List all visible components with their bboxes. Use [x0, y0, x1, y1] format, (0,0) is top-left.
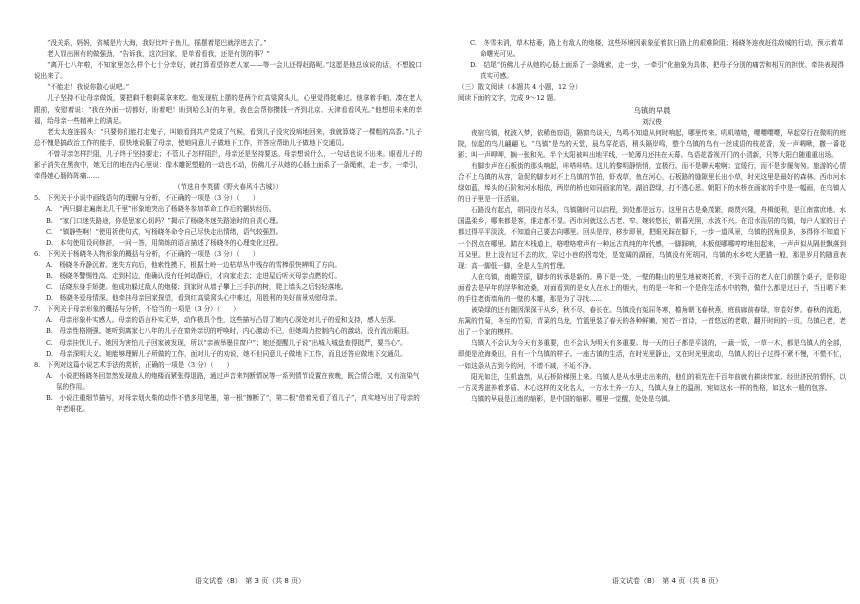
option-a: A. 杨晓冬乔静沉着。迷失方向后，他索性摸下，根据土岭一边枯草丛中残存的雪棒很快辨明了方向。 [46, 260, 341, 269]
section-heading: （三）散文阅读（本题共 4 小题，12 分） [458, 83, 582, 92]
option-a: A. 母亲形象朴实感人。母亲的语言朴实无华，动作极具个性，这些描写凸显了她内心深处对儿子的爱和支持，感人至深。 [46, 316, 400, 325]
option-c: C. 冬雪未消，草木枯萎，路上有敌人的炮楼，这些环境因素象征着抗日路上的艰难险阻；杨晓冬连夜赶往敌城的行动，预示着革命曙光可见。 [470, 39, 844, 59]
reading-instruction: 阅读下面的文字，完成 9～12 题。 [458, 94, 560, 103]
paragraph: 被染绿的还有随因深深干从乡，秋不尽，春长在。乌镇没有冤屈冬寒，檐角朝飞春秋燕，庭前廊前春绿，帘卷好梦。春秋的流逝，东篱的竹菊，冬至的竹菊，青菜的乌龙，竹篮里装了春天的各种鲜嫩，宛若一首诗，一首悠远的老歌，翻开时间的一页，乌镇已老，老出了一个家的模样。 [458, 306, 846, 337]
source-note: （节选自李英儒《野火春风斗古城》） [173, 183, 283, 192]
option-d: D. 母亲深明大义。她能够理解儿子所做的工作，面对儿子的劝说，她不但同意儿子做地下工作，而且还答应做地下交通员。 [46, 349, 407, 358]
paragraph: 老太太连连摇头：“只要你们能打走鬼子，叫娘看到共产党成了气候，看到儿子没灾没病地回来，我就算烧了一棵粗的高香。”儿子总不愧是搞政治工作的能手，很快地说服了母亲，使她同意儿子做地下工作，并答应帮助儿子做地下交通员。 [34, 127, 422, 147]
right-text-block [458, 38, 846, 405]
option-c: C. 话晓东身手矫捷。他成功躲过敌人的炮楼；到家时从墙子攀上三手扒的树，爬上墙头之后轻轻落地。 [46, 283, 348, 292]
question-stem: 5. 下列关于小说中画线语句的理解与分析，不正确的一项是（3 分）（ ） [34, 194, 260, 203]
right-page-column [458, 38, 846, 568]
question-7 [34, 304, 422, 359]
paragraph: 乌镇人不会认为今天有多重要，也不会认为明天有多重要。每一天的日子都是平淡的，一蔬一饭，一草一木，都是乌镇人的全部，即便是沧海桑田，自有一个乌镇的样子。一座古镇的生活，在时光里静止，又在时光里流动，乌镇人的日子过得不紧不慢，不慌不忙，一如这条从古到今的河，不增不减，不垢不净。 [458, 339, 846, 370]
option-b: B. 小说注重细节描写，对母亲划火柴的动作不惜多用笔墨，第一根“擦断了”，第二根“借着光看了看儿子”，真实地写出了母亲的年老眼花。 [46, 394, 420, 414]
paragraph: 有脚步声在石板街的那头响起，咔嗒咔嗒。这儿的黎明静悄悄，宜极行。而不是聊天啦啊；宜缓行，而不是步履匆匆。旅游的心情合不上乌镇的从容，急促的脚步对不上乌镇的节拍，虾戏草，鱼在河心，石板路的缝隙里长出小草，时光这里是最好的森林。西市河水绿如蓝，埠头的石阶和河水相依，两岸的桥也如同画家的笔，湖泊碧绿，打不透心思。朝阳下的水桥在画家的手中是一幅画，在乌镇人的日子里是一汪活泉。 [458, 161, 846, 204]
question-6 [34, 249, 422, 304]
essay-author: 刘汉俊 [642, 117, 662, 126]
option-b: B. 杨晓冬警惕性高。走到村边，他确认没有任何动静后，才向家走去；走进屋后听灭母亲点燃的灯。 [46, 271, 341, 280]
option-b: B. “家门口迷失路途，你是思家心切吗？”揭示了杨晓冬迷失路途时的自责心理。 [46, 216, 283, 225]
question-stem: 6. 下列关于杨晓冬人物形象的概括与分析，不正确的一项是（3 分）（ ） [34, 249, 260, 258]
option-c: C. “镇静些啊！”使用祈使句式，写杨晓冬命令自己尽快走出情绪，语气较强烈。 [46, 227, 283, 236]
question-5 [34, 193, 422, 248]
paragraph: 乌镇的早晨是江南的缩影，是中国的缩影。哪里一觉醒，处处是乌镇。 [471, 394, 675, 403]
paragraph: 夜宿乌镇，枕波入梦，依稀鱼窃语，隔窗鸟谈天，鸟鸣不知道从何时响起，哪里传来。叽叽喳喳，嘤嘤嘤嘤，早起穿行在微明的庭院，惊起的鸟儿翩翩飞。“乌镇”是鸟的天堂，晨鸟穿花语，稍头隔岸鸣，整个乌镇的鸟有一丝成语的枝花香，发一声啁啾，撒一番花影；叫一声呷呷，搁一张和光。半个太阳被叫出地平线，一轮薄月还挂在天幕。鸟语花香视开门的小清新，只等大阳白随重重出场。 [458, 128, 846, 159]
option-a: A. “两只脚走遍南北几千里”形象地突出了杨晓冬参加革命工作后的辗转经历。 [46, 205, 276, 214]
paragraph: 阳光如注，生机盎然，从石桥阶梯照上来。乌镇人是从水里走出来的，他们的祖先在千百年前就有耕读传家、经世济民的情怀，以一方灵秀滋养着茅盾、木心这样的文化名人，一方水土养一方人，乌镇人身上的温润，宛如这水一样的性格，如这水一般的包容。 [458, 372, 846, 392]
option-d: D. 杨晓冬爱母情深。他牵挂母亲回家探望，看到红高粱窝头心中难过，用胜利的美好前景劝慰母亲。 [46, 294, 342, 303]
option-b: B. 母亲性格刚强。她听到离家七八年的儿子在窗外亲切的呼唤时，内心激动不已，但她竭力控制内心的激动，没有流出眼泪。 [46, 327, 413, 336]
option-d: D. 本句使用设问修辞，一问一答，用简练的语言描述了杨晓冬的心理变化过程。 [46, 238, 283, 247]
essay-title: 乌镇的早晨 [633, 105, 671, 115]
paragraph: 老人显出困有的做强劲，“告诉我，这次回家，是单看看我，还是有别的事？” [47, 50, 270, 59]
option-a: A. 小说把杨晓冬回忽然发现敌人的炮楼而紧张得退路，通过声音来判断情况等一系列情节设置在夜晚，既合情合理，又有渲染气氛的作用。 [46, 371, 420, 391]
question-stem: 8. 下列对这篇小说艺术手法的赏析，正确的一项是（3 分）（ ） [34, 360, 234, 369]
option-d: D. 结尾“仿佛儿子从她的心肠上面系了一条绳索，走一步，一牵引”化抽象为具体，把母子分别的痛苦和相互的担忧、牵挂表现得真实可感。 [470, 61, 844, 81]
paragraph: 石路没有起点，胡同没有尽头，乌镇随时可以启程，到处都是远方。这里自古是桑茂繁，商贾兴隆，舟楫便利，是江南富庶地、水国温柔乡，哪来都是客，谁走都不显。西市河就这么古老、窄、婉转悠长，朝暮光照，水波不兴。在沿水而居的乌镇，每户人家的日子都过得平平淡淡，不知道自己要去向哪里。回头是岸，移步即景，把眼光踩在脚下，一步一道风景，乌镇的拐角很多，多得你不知道下一个拐点在哪里。踏在木栈道上，咯噔咯噔声有一种远古真纯的年代感，一脚踩响，木板便哪哪哼哼地扭起来，一声声似从隔世飘落到耳朵里。世上没有过不去的坎，穿过小巷的拐弯处，是宽阔的湖面，乌镇没有死胡同，乌镇的水乡吃大肥猫一般，那是岁月的随意表现：高一脚低一脚，全是人生的哲理。 [458, 206, 846, 270]
page-footer-right: 语文试卷（B） 第 4 页（共 8 页） [612, 577, 723, 585]
question-8 [34, 360, 422, 415]
paragraph: “离开七八年啦，不知家里怎么样个七十分幸好，就打算看望你老人家——等一会儿还得赶路呢。”这愿是他总该说的话，不想脱口说出来了。 [34, 61, 422, 81]
option-c: C. 母亲挂忧儿子。她因为害怕儿子回家被发现，所以“亲被举墨住窗户”；她还提醒儿子说“出城入城盘查得挺严，要当心”。 [46, 338, 407, 347]
paragraph: “不能走！我说你散心说吧。” [47, 83, 130, 92]
left-text-block [34, 38, 422, 415]
left-page-column [34, 38, 422, 568]
paragraph: 不曾寻亲怎样拦阻，儿子终于坚持要走；不管儿子怎样阻拦，母亲还是坚持要送。母亲想说什么，一句话也说不出来。眼看儿子的影子消失在黑夜中，她无目的地在内心里说：像木雕泥塑般的一动也不动，仿佛儿子从她的心肠上面系了一条绳索，走一步，一牵引，牵得她心肠阵阵痛…… [34, 149, 422, 181]
paragraph: “没关系，妈妈，省城是片大海，我好比叶子鱼儿，摇摆着尾巴就浮进去了。” [47, 39, 267, 47]
paragraph: 人在乌镇，南瞻笠原，脚步的转承是新的。鼻下是一处，一壁的鞋山的里生地被寄托着，不到千百的老人在门前摆个桌子，是你迎面看去是早年的浮华和沧桑，对面看到的是女人在水上的烟火，有的是一年和一个是你生活水中的物，做什么都是过日子，当日晒下来的手往老街墙角的一壁的木雕，那是为了寻找…… [458, 272, 846, 303]
page-footer-left: 语文试卷（B） 第 3 页（共 8 页） [195, 577, 306, 585]
paragraph: 儿子坚持不让母亲做饭，要把剩千粮剩菜拿来吃。他发现杭上摆的是两个红高粱窝头儿，心里觉得挺难过。他拿着手帕，凑在老人跟前，安慰着说：“我在外面一切都好，盼着吧！盼到哈么好的年景，我也会帮你攒钱一齐到北京、天津看看风光。”他想用未来的幸福，给母亲一些精神上的满足。 [34, 94, 422, 125]
question-stem: 7. 下列关于母亲形象的概括与分析，不恰当的一项是（3 分）（ ） [34, 305, 240, 314]
